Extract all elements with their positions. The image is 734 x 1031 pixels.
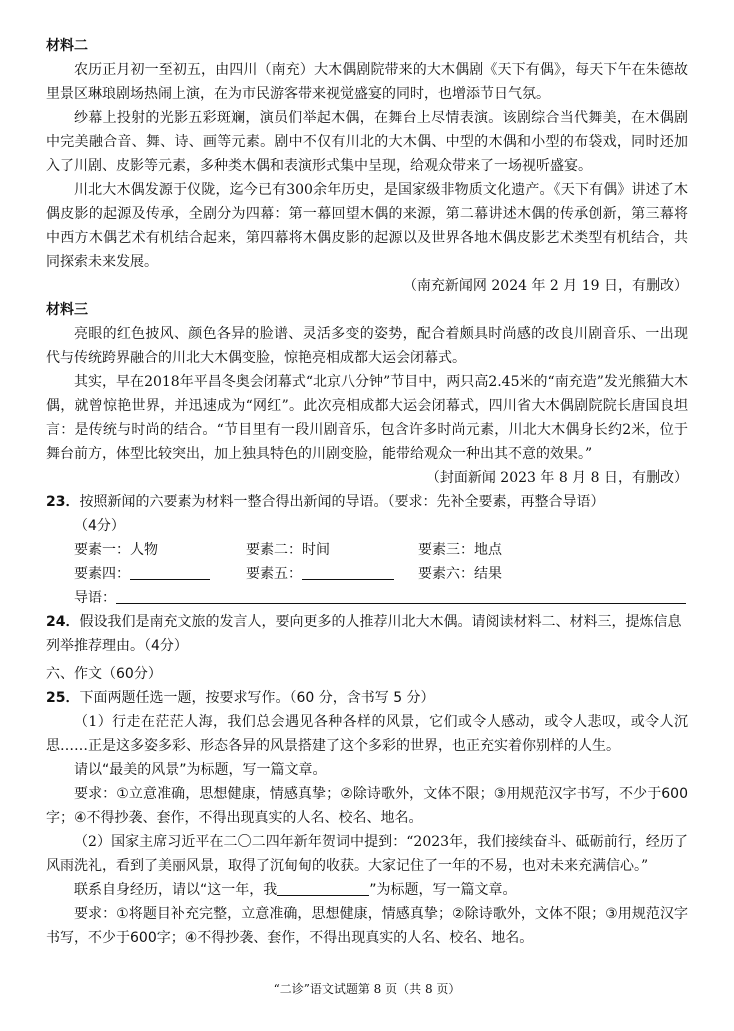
material-3-paragraph-2: 其实，早在2018年平昌冬奥会闭幕式“北京八分钟”节目中，两只高2.45米的“南充造”发光熊猫大木偶，就曾惊艳世界，并迅速成为“网红”。此次亮相成都大运会闭幕式，四川省大木偶剧院院长唐国良坦言：是传统与时尚的结合。“节目里有一段川剧音乐，包含许多时尚元素，川北大木偶身长约2米，位于舞台前方，体型比较突出，加上独具特色的川剧变脸，能带给观众一种出其不意的效果。” bbox=[46, 374, 688, 462]
topic-2-prompt-end: ”为标题，写一篇文章。 bbox=[369, 882, 517, 898]
exam-page bbox=[46, 34, 688, 950]
question-23-number: 23． bbox=[46, 494, 80, 510]
lead-line bbox=[46, 586, 688, 610]
element-4 bbox=[74, 562, 246, 586]
element-5-blank[interactable] bbox=[302, 563, 394, 580]
elements-row-2 bbox=[46, 562, 688, 586]
topic-1-text: （1）行走在茫茫人海，我们总会遇见各种各样的风景，它们或令人感动，或令人悲叹，或令人沉思……正是这多姿多彩、形态各异的风景搭建了这个多彩的世界，也正充实着你别样的人生。 bbox=[46, 714, 688, 754]
topic-1-requirements: 要求：①立意准确，思想健康，情感真挚；②除诗歌外，文体不限；③用规范汉字书写，不少于600字；④不得抄袭、套作，不得出现真实的人名、校名、地名。 bbox=[46, 786, 688, 826]
question-23-text: 按照新闻的六要素为材料一整合得出新闻的导语。（要求：先补全要素，再整合导语） bbox=[79, 494, 605, 510]
element-4-blank[interactable] bbox=[130, 563, 210, 580]
element-5 bbox=[246, 562, 418, 586]
material-2-paragraph-2: 纱幕上投射的光影五彩斑斓，演员们举起木偶，在舞台上尽情表演。该剧综合当代舞美，在木偶剧中完美融合音、舞、诗、画等元素。剧中不仅有川北的大木偶、中型的木偶和小型的布袋戏，同时还加入了川剧、皮影等元素，多种类木偶和表演形式集中呈现，给观众带来了一场视听盛宴。 bbox=[46, 110, 688, 174]
material-2-paragraph-3: 川北大木偶发源于仪陇，迄今已有300余年历史，是国家级非物质文化遗产。《天下有偶》讲述了木偶皮影的起源及传承，全剧分为四幕：第一幕回望木偶的来源，第二幕讲述木偶的传承创新，第三幕将中西方木偶艺术有机结合起来，第四幕将木偶皮影的起源以及世界各地木偶皮影艺术类型有机结合，共同探索未来发展。 bbox=[46, 182, 688, 270]
topic-2-text: （2）国家主席习近平在二〇二四年新年贺词中提到：“2023年，我们接续奋斗、砥砺前行，经历了风雨洗礼，看到了美丽风景，取得了沉甸甸的收获。大家记住了一年的不易，也对未来充满信心。” bbox=[46, 834, 688, 874]
element-6: 要素六：结果 bbox=[418, 566, 502, 582]
material-2-title: 材料二 bbox=[46, 38, 88, 54]
topic-1-prompt: 请以“最美的风景”为标题，写一篇文章。 bbox=[74, 762, 327, 778]
question-25-number: 25． bbox=[46, 690, 80, 706]
page-footer: “二诊”语文试题第 8 页（共 8 页） bbox=[273, 982, 461, 996]
topic-2-prompt-start: 联系自身经历，请以“这一年，我 bbox=[74, 882, 278, 898]
element-2: 要素二：时间 bbox=[246, 542, 330, 558]
elements-row-1 bbox=[46, 538, 688, 562]
question-25 bbox=[46, 686, 688, 710]
element-3: 要素三：地点 bbox=[418, 542, 502, 558]
question-24 bbox=[46, 610, 688, 658]
material-3-title: 材料三 bbox=[46, 302, 88, 318]
topic-2-prompt bbox=[46, 878, 688, 902]
lead-blank[interactable] bbox=[116, 587, 686, 604]
lead-label: 导语： bbox=[74, 590, 116, 606]
element-4-label: 要素四： bbox=[74, 566, 130, 582]
material-3-source: （封面新闻 2023 年 8 月 8 日，有删改） bbox=[425, 470, 688, 486]
element-5-label: 要素五： bbox=[246, 566, 302, 582]
element-1: 要素一：人物 bbox=[74, 542, 158, 558]
material-3-paragraph-1: 亮眼的红色披风、颜色各异的脸谱、灵活多变的姿势，配合着颇具时尚感的改良川剧音乐、一出现代与传统跨界融合的川北大木偶变脸，惊艳亮相成都大运会闭幕式。 bbox=[46, 326, 688, 366]
topic-2-requirements: 要求：①将题目补充完整，立意准确，思想健康，情感真挚；②除诗歌外，文体不限；③用规范汉字书写，不少于600字；④不得抄袭、套作，不得出现真实的人名、校名、地名。 bbox=[46, 906, 688, 946]
topic-2-title-blank[interactable] bbox=[277, 879, 369, 896]
question-23-score: （4分） bbox=[74, 518, 125, 534]
question-24-number: 24． bbox=[46, 614, 80, 630]
question-25-text: 下面两题任选一题，按要求写作。（60 分，含书写 5 分） bbox=[79, 690, 435, 706]
material-2-paragraph-1: 农历正月初一至初五，由四川（南充）大木偶剧院带来的大木偶剧《天下有偶》，每天下午在朱德故里景区琳琅剧场热闹上演，在为市民游客带来视觉盛宴的同时，也增添节日气氛。 bbox=[46, 62, 688, 102]
question-23 bbox=[46, 490, 688, 514]
question-24-text: 假设我们是南充文旅的发言人，要向更多的人推荐川北大木偶。请阅读材料二、材料三，提炼信息列举推荐理由。（4分） bbox=[46, 614, 682, 654]
section-6-title: 六、作文（60分） bbox=[46, 666, 162, 682]
material-2-source: （南充新闻网 2024 年 2 月 19 日，有删改） bbox=[402, 278, 688, 294]
